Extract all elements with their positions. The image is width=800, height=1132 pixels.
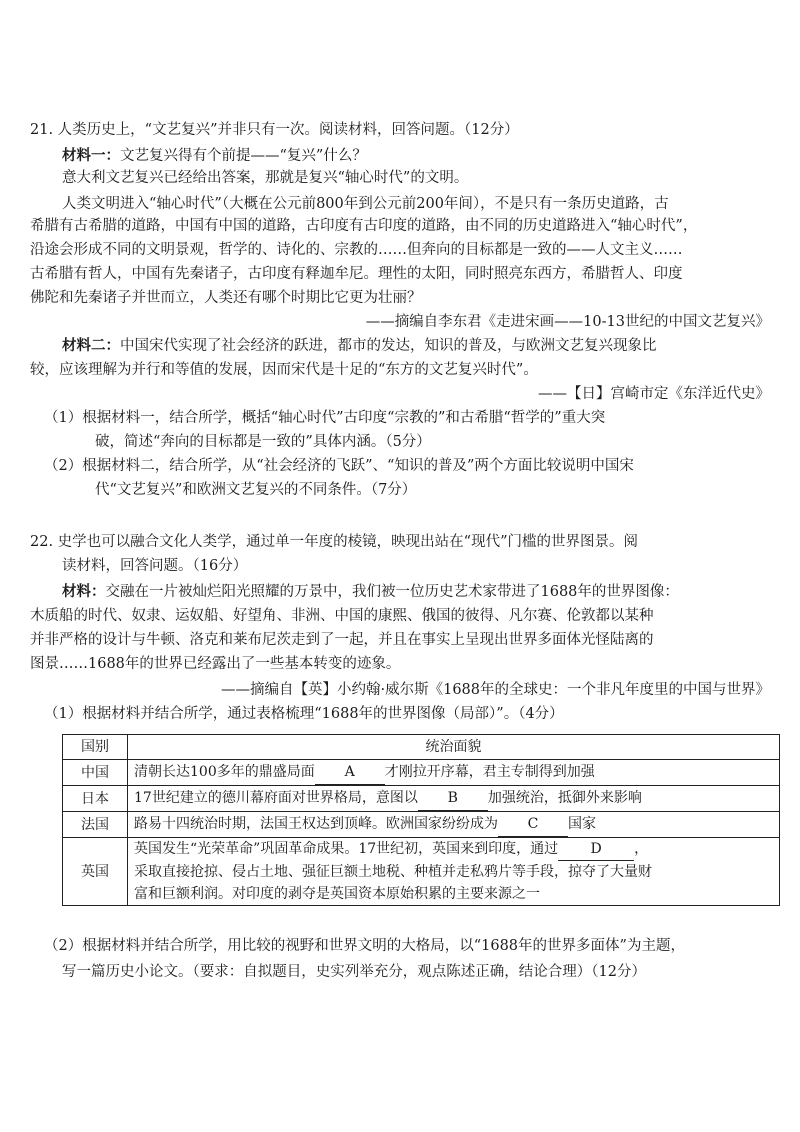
table-cell-country: 中国	[63, 760, 128, 786]
q22-subquestion-1: （1）根据材料并结合所学，通过表格梳理“1688年的世界图像（局部）”。（4分）	[44, 706, 564, 722]
table-cell-governance: 英国发生“光荣革命”巩固革命成果。17世纪初，英国来到印度，通过 D ， 采取直接抢掠、侵占土地、强征巨额土地税、种植并走私鸦片等手段，掠夺了大量财 富和巨额利润。对印度的剥夺是英国资本原始积累的主要来源之一	[128, 838, 780, 906]
answer-blank-b: B	[418, 786, 488, 811]
material1-label: 材料一：	[62, 147, 120, 164]
table-row	[63, 838, 780, 906]
table-header-governance: 统治面貌	[128, 735, 780, 760]
q21-material1-line: 古希腊有哲人，中国有先秦诸子，古印度有释迦牟尼。理性的太阳，同时照亮东西方，希腊哲人、印度	[30, 266, 683, 282]
table-cell-country: 法国	[63, 812, 128, 838]
table-row	[63, 812, 780, 838]
q21-subquestion-1-cont: 破，简述“奔向的目标都是一致的”具体内涵。（5分）	[95, 434, 431, 450]
table-cell-governance: 清朝长达100多年的鼎盛局面 A 才刚拉开序幕，君主专制得到加强	[128, 760, 780, 786]
table-header-country: 国别	[63, 735, 128, 760]
table-cell-country: 英国	[63, 838, 128, 906]
q21-material1-line: 佛陀和先秦诸子并世而立，人类还有哪个时期比它更为壮丽？	[30, 290, 422, 306]
q21-material1-line: 希腊有古希腊的道路，中国有中国的道路，古印度有古印度的道路，由不同的历史道路进入“轴心时代”，	[30, 218, 698, 234]
world-1688-table	[62, 734, 780, 906]
table-row	[63, 760, 780, 786]
table-cell-country: 日本	[63, 786, 128, 812]
q22-subquestion-2-cont: 写一篇历史小论文。（要求：自拟题目，史实列举充分，观点陈述正确，结论合理）（12分）	[62, 964, 646, 980]
q22-material-line: 图景……1688年的世界已经露出了一些基本转变的迹象。	[30, 656, 401, 672]
table-header-row	[63, 735, 780, 760]
q22-header-cont: 读材料，回答问题。（16分）	[62, 558, 248, 574]
q22-subquestion-2: （2）根据材料并结合所学，用比较的视野和世界文明的大格局，以“1688年的世界多面体”为主题，	[44, 938, 685, 954]
table-cell-governance: 路易十四统治时期，法国王权达到顶峰。欧洲国家纷纷成为 C 国家	[128, 812, 780, 838]
q21-subquestion-2: （2）根据材料二，结合所学，从“社会经济的飞跃”、“知识的普及”两个方面比较说明中国宋	[44, 458, 634, 474]
q21-material2-line: 较，应该理解为并行和等值的发展，因而宋代是十足的“东方的文艺复兴时代”。	[30, 362, 538, 378]
q22-material-first-line: 材料：交融在一片被灿烂阳光照耀的万景中，我们被一位历史艺术家带进了1688年的世界图像：	[62, 583, 679, 600]
q21-material1-line: 意大利文艺复兴已经给出答案，那就是复兴“轴心时代”的文明。	[62, 170, 469, 186]
material-label: 材料：	[62, 583, 106, 600]
q21-material2-source: ——【日】宫崎市定《东洋近代史》	[538, 386, 770, 402]
q22-header: 22. 史学也可以融合文化人类学，通过单一年度的棱镜，映现出站在“现代”门槛的世界图景。阅	[30, 534, 638, 550]
q21-material1-line: 沿途会形成不同的文明景观，哲学的、诗化的、宗教的……但奔向的目标都是一致的——人文主义……	[30, 242, 683, 258]
material2-label: 材料二：	[62, 337, 120, 354]
q22-material-source: ——摘编自【英】小约翰·威尔斯《1688年的全球史：一个非凡年度里的中国与世界》	[220, 682, 770, 698]
q21-material2-first-line: 材料二：中国宋代实现了社会经济的跃进，都市的发达，知识的普及，与欧洲文艺复兴现象比	[62, 337, 657, 354]
table-row	[63, 786, 780, 812]
q21-subquestion-1: （1）根据材料一，结合所学，概括“轴心时代”古印度“宗教的”和古希腊“哲学的”重大突	[44, 410, 606, 426]
q21-material1-source: ——摘编自李东君《走进宋画——10-13世纪的中国文艺复兴》	[365, 314, 770, 330]
q21-header: 21. 人类历史上，“文艺复兴”并非只有一次。阅读材料，回答问题。（12分）	[30, 122, 519, 138]
q22-material-line: 并非严格的设计与牛顿、洛克和莱布尼茨走到了一起，并且在事实上呈现出世界多面体光怪陆离的	[30, 632, 654, 648]
answer-blank-c: C	[498, 812, 568, 837]
table-cell-governance: 17世纪建立的德川幕府面对世界格局，意图以 B 加强统治，抵御外来影响	[128, 786, 780, 812]
q21-subquestion-2-cont: 代“文艺复兴”和欧洲文艺复兴的不同条件。（7分）	[95, 482, 417, 498]
q21-material1-first-line: 材料一：文艺复兴得有个前提——“复兴”什么？	[62, 147, 367, 164]
q22-material-line: 木质船的时代、奴隶、运奴船、好望角、非洲、中国的康熙、俄国的彼得、凡尔赛、伦敦都以某种	[30, 608, 654, 624]
answer-blank-d: D	[558, 838, 634, 861]
q21-material1-line: 人类文明进入“轴心时代”（大概在公元前800年到公元前200年间），不是只有一条历史道路，古	[62, 196, 669, 212]
answer-blank-a: A	[315, 760, 385, 785]
